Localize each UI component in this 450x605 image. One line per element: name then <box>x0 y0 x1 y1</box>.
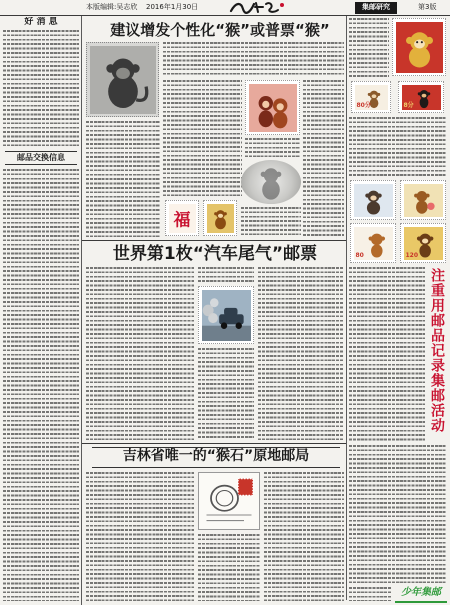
monkey-figure <box>90 46 156 114</box>
section-label: 集邮研究 <box>355 2 397 14</box>
stamp-value: 8分 <box>403 101 414 109</box>
monkey-stamp-headline: 建议增发个性化“猴”或普票“猴” <box>110 21 330 39</box>
notice-body-text <box>3 30 79 147</box>
car-exhaust-illustration <box>202 290 251 341</box>
side-article-text <box>349 445 446 584</box>
article-body-text <box>163 42 344 77</box>
fortune-stamp <box>165 200 199 236</box>
article-body-text <box>241 207 301 238</box>
stamp-value: 120 <box>405 251 419 259</box>
monkey-stamp-sheet-image <box>86 42 159 117</box>
side-article-text <box>349 18 389 77</box>
notice-title: 好 消 息 <box>24 17 58 27</box>
stamp-art <box>404 227 443 260</box>
article-body-text <box>258 267 344 440</box>
exchange-body-text <box>3 169 79 601</box>
masthead-logo <box>228 0 286 15</box>
postal-items-headline: 注重用邮品记录集邮活动 <box>429 268 445 433</box>
stamp-value: 80分 <box>356 101 371 109</box>
stamp-art <box>202 290 251 341</box>
stamp-art <box>396 22 443 73</box>
monkey-stamp-small-right <box>398 81 444 113</box>
article-body-text <box>163 80 242 196</box>
article-body-text <box>303 80 344 238</box>
monkey-figure <box>207 204 234 233</box>
monkey-face-stamp <box>392 18 446 76</box>
page-number: 第3版 <box>418 3 437 11</box>
monkey-stamp-120 <box>400 223 446 263</box>
stamp-art <box>207 204 234 233</box>
exhaust-stamp-headline: 世界第1枚“汽车尾气”邮票 <box>112 244 318 264</box>
side-article-text <box>349 587 392 601</box>
exchange-title: 邮品交换信息 <box>5 151 77 165</box>
stamp-art <box>169 204 196 233</box>
article-body-text <box>86 267 194 440</box>
article-body-text <box>198 348 254 440</box>
postmark-illustration <box>199 473 259 529</box>
monkey-pair-stamp <box>245 80 300 135</box>
monkey-stamp-blue <box>350 180 396 220</box>
article-body-text <box>198 534 260 601</box>
stamp-art <box>355 85 388 110</box>
monkey-figure <box>241 160 301 204</box>
monkey-figure <box>354 184 393 217</box>
monkey-figure <box>249 84 297 132</box>
fortune-character: 福 <box>173 210 191 231</box>
monkey-rock-headline: 吉林省唯一的“猴石”原地邮局 <box>92 447 340 468</box>
page-date: 2016年1月30日 <box>146 3 199 11</box>
article-body-text <box>86 472 194 601</box>
article-divider <box>82 240 346 241</box>
stamp-art <box>402 85 441 110</box>
monkey-stamp-small-left <box>351 81 391 113</box>
stamp-art <box>90 46 156 114</box>
header-rule <box>0 15 450 16</box>
page-editor: 本版编辑:吴志欣 <box>86 3 138 11</box>
monkey-round-illustration <box>241 160 301 204</box>
side-article-text <box>349 267 425 441</box>
monkey-peach-stamp <box>400 180 446 220</box>
stamp-art <box>354 184 393 217</box>
article-body-text <box>245 138 300 157</box>
side-article-text <box>349 117 446 176</box>
article-body-text <box>198 267 254 283</box>
article-divider <box>82 443 346 444</box>
monkey-figure <box>404 184 443 217</box>
golden-monkey-stamp <box>203 200 237 236</box>
postmark-cover-image <box>198 472 260 530</box>
stamp-art <box>354 227 393 260</box>
car-exhaust-stamp <box>198 286 254 344</box>
left-column-divider <box>81 16 82 605</box>
youth-philately-logo: 少年集邮 <box>395 586 447 603</box>
stamp-art <box>249 84 297 132</box>
right-column-divider <box>346 16 347 600</box>
stamp-value: 80 <box>355 251 364 259</box>
monkey-stamp-80 <box>350 223 396 263</box>
article-body-text <box>264 472 344 601</box>
stamp-art <box>404 184 443 217</box>
monkey-figure <box>396 22 443 73</box>
article-body-text <box>86 121 160 238</box>
